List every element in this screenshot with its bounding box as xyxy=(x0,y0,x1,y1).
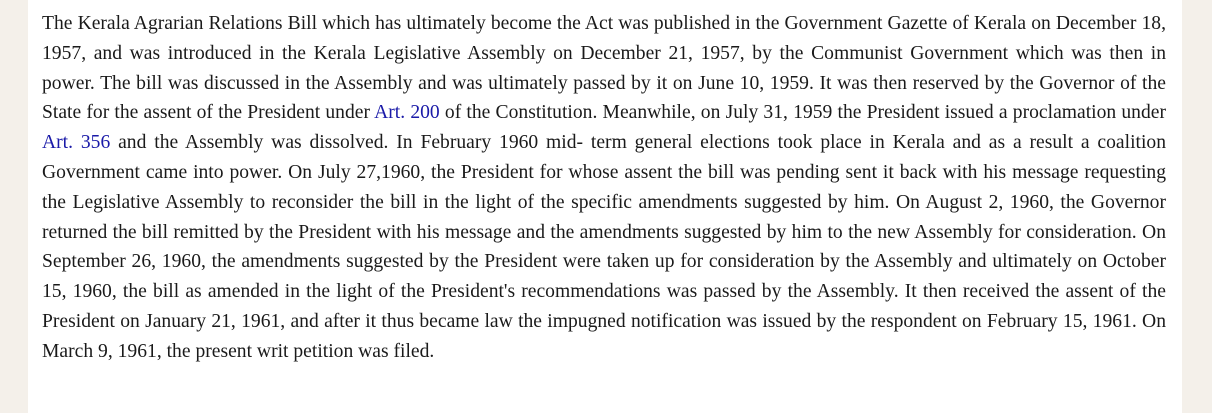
judgment-paragraph xyxy=(42,9,1166,367)
paragraph-text-part-1: The Kerala Agrarian Relations Bill which has ultimately become the Act was published in the Government Gazette of Kerala on December 18, 1957, and was introduced in the Kerala Legislative Assembly on December 21, 1957, by the Communist Government which was then in power. The bill was discussed in the Assembly and was ultimately passed by it on June 10, 1959. It was then reserved by the Governor of the State for the assent of the President under xyxy=(42,13,1166,124)
paragraph-text-part-2: of the Constitution. Meanwhile, on July 31, 1959 the President issued a proclamation under xyxy=(439,102,1166,124)
paragraph-text-part-3: and the Assembly was dissolved. In February 1960 mid- term general elections took place in Kerala and as a result a coalition Government came into power. On July 27,1960, the President for whose assent the bill was pending sent it back with his message requesting the Legislative Assembly to reconsider the bill in the light of the specific amendments suggested by him. On August 2, 1960, the Governor returned the bill remitted by the President with his message and the amendments suggested by him to the new Assembly for consideration. On September 26, 1960, the amendments suggested by the President were taken up for consideration by the Assembly and ultimately on October 15, 1960, the bill as amended in the light of the President's recommendations was passed by the Assembly. It then received the assent of the President on January 21, 1961, and after it thus became law the impugned notification was issued by the respondent on February 15, 1961. On March 9, 1961, the present writ petition was filed. xyxy=(42,132,1166,362)
article-356-link[interactable]: Art. 356 xyxy=(42,132,111,154)
article-200-link[interactable]: Art. 200 xyxy=(374,102,440,124)
